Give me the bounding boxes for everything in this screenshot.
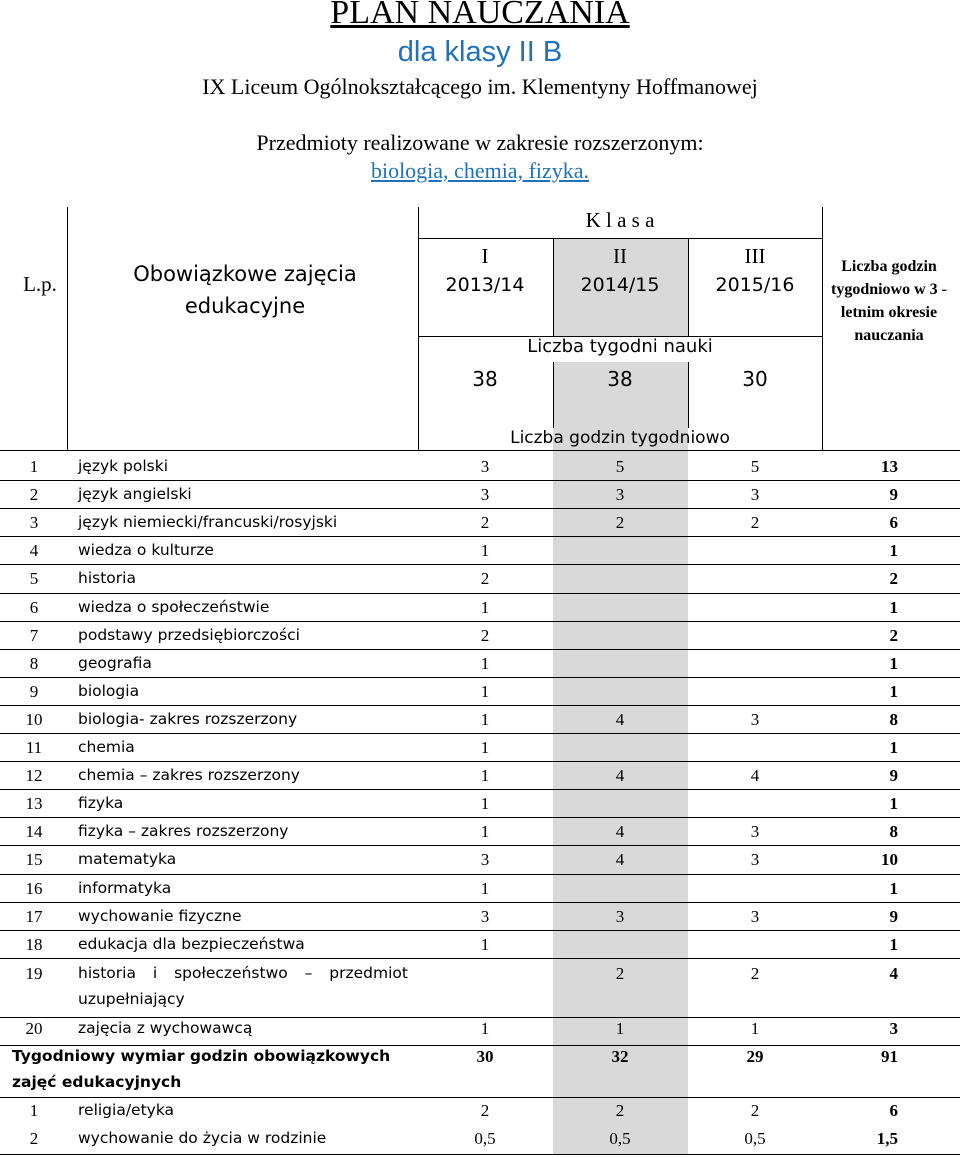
extended-intro: Przedmioty realizowane w zakresie rozszerzonym: xyxy=(256,130,704,155)
row-val-i: 2 xyxy=(480,513,490,532)
row-lp: 7 xyxy=(29,626,39,645)
grid-line xyxy=(822,207,823,450)
row-name: wiedza o społeczeństwie xyxy=(78,598,270,616)
grid-line xyxy=(0,958,960,959)
grid-line xyxy=(553,238,554,336)
row-val-ii: 2 xyxy=(615,964,625,983)
row-val-iii: 5 xyxy=(750,457,760,476)
grid-line xyxy=(0,761,960,762)
row-val-i: 1 xyxy=(480,766,490,785)
grid-line xyxy=(0,536,960,537)
grid-line xyxy=(0,508,960,509)
grid-line xyxy=(418,207,419,450)
extra-row-val-ii: 0,5 xyxy=(609,1129,631,1148)
extra-row-name: religia/etyka xyxy=(78,1101,175,1119)
year-iii-roman: III xyxy=(744,244,766,268)
row-val-i: 2 xyxy=(480,569,490,588)
row-val-i: 1 xyxy=(480,738,490,757)
row-val-i: 1 xyxy=(480,654,490,673)
row-val-i: 2 xyxy=(480,626,490,645)
row-val-i: 1 xyxy=(480,598,490,617)
row-val-i: 3 xyxy=(480,485,490,504)
row-val-ii: 3 xyxy=(615,907,625,926)
grid-line xyxy=(67,207,68,450)
row-total: 2 xyxy=(889,569,898,588)
row-lp: 15 xyxy=(25,850,43,869)
row-lp: 9 xyxy=(29,682,39,701)
extra-row-val-i: 0,5 xyxy=(474,1129,496,1148)
year-iii-label: 2015/16 xyxy=(715,274,795,296)
summary-label-cont: zajęć edukacyjnych xyxy=(12,1073,182,1091)
row-name: chemia – zakres rozszerzony xyxy=(78,766,300,784)
row-lp: 14 xyxy=(25,822,43,841)
grid-line xyxy=(0,593,960,594)
grid-line xyxy=(688,238,689,336)
grid-line xyxy=(0,733,960,734)
year-ii-label: 2014/15 xyxy=(580,274,660,296)
total-col-header: Liczba godzin tygodniowo w 3 - letnim okresie nauczania xyxy=(830,258,947,344)
row-total: 6 xyxy=(889,513,898,532)
grid-line xyxy=(0,1154,960,1155)
grid-line xyxy=(688,362,689,428)
row-val-i: 1 xyxy=(480,710,490,729)
extra-row-val-iii: 2 xyxy=(750,1101,760,1120)
grid-line xyxy=(0,677,960,678)
row-name: historia xyxy=(78,569,136,587)
grid-line xyxy=(0,845,960,846)
summary-i: 30 xyxy=(476,1047,494,1066)
extra-row-val-i: 2 xyxy=(480,1101,490,1120)
row-val-iii: 2 xyxy=(750,513,760,532)
row-name: język angielski xyxy=(78,485,192,503)
weeks-i: 38 xyxy=(472,367,498,391)
weeks-ii: 38 xyxy=(607,367,633,391)
grid-line xyxy=(0,874,960,875)
weeks-iii: 30 xyxy=(742,367,768,391)
row-val-iii: 3 xyxy=(750,710,760,729)
year-i-roman: I xyxy=(481,244,489,268)
subject-col-header: Obowiązkowe zajęcia edukacyjne xyxy=(133,262,357,318)
extra-row-val-ii: 2 xyxy=(615,1101,625,1120)
row-val-ii: 1 xyxy=(615,1019,625,1038)
row-val-ii: 4 xyxy=(615,850,625,869)
school-name: IX Liceum Ogólnokształcącego im. Klementyny Hoffmanowej xyxy=(202,74,758,99)
row-total: 2 xyxy=(889,626,898,645)
row-val-iii: 3 xyxy=(750,485,760,504)
row-lp: 10 xyxy=(25,710,43,729)
row-total: 1 xyxy=(889,682,898,701)
weeks-label: Liczba tygodni nauki xyxy=(527,336,713,357)
grid-line xyxy=(0,1017,960,1018)
row-name: informatyka xyxy=(78,879,172,897)
row-total: 3 xyxy=(889,1019,898,1038)
row-total: 1 xyxy=(889,738,898,757)
summary-label: Tygodniowy wymiar godzin obowiązkowych xyxy=(12,1047,391,1065)
row-val-ii: 3 xyxy=(615,485,625,504)
row-total: 1 xyxy=(889,794,898,813)
row-lp: 11 xyxy=(25,738,43,757)
row-val-i: 3 xyxy=(480,457,490,476)
extra-row-lp: 2 xyxy=(29,1129,39,1148)
row-val-ii: 5 xyxy=(615,457,625,476)
grid-line xyxy=(0,789,960,790)
row-name: podstawy przedsiębiorczości xyxy=(78,626,300,644)
row-val-ii: 4 xyxy=(615,710,625,729)
year-ii-roman: II xyxy=(613,244,627,268)
row-val-iii: 4 xyxy=(750,766,760,785)
extra-row-total: 6 xyxy=(889,1101,898,1120)
row-lp: 13 xyxy=(25,794,43,813)
row-lp: 12 xyxy=(25,766,43,785)
hours-label: Liczba godzin tygodniowo xyxy=(510,428,730,448)
row-lp: 16 xyxy=(25,879,43,898)
grid-line xyxy=(0,705,960,706)
year-i-label: 2013/14 xyxy=(445,274,525,296)
klasa-header: K l a s a xyxy=(585,208,655,232)
row-val-iii: 1 xyxy=(750,1019,760,1038)
summary-ii: 32 xyxy=(611,1047,629,1066)
row-name: wychowanie fizyczne xyxy=(78,907,242,925)
grid-line xyxy=(0,649,960,650)
plan-title: PLAN NAUCZANIA xyxy=(330,0,630,31)
row-val-i: 1 xyxy=(480,541,490,560)
row-val-iii: 3 xyxy=(750,850,760,869)
extended-subjects: biologia, chemia, fizyka. xyxy=(370,158,590,183)
row-total: 10 xyxy=(881,850,898,869)
row-name: geografia xyxy=(78,654,152,672)
lp-header: L.p. xyxy=(23,272,57,296)
row-lp: 20 xyxy=(25,1019,43,1038)
row-val-i: 1 xyxy=(480,822,490,841)
grid-line xyxy=(0,564,960,565)
grid-line xyxy=(0,1097,960,1098)
grid-line xyxy=(0,1045,960,1046)
row-total: 9 xyxy=(889,766,898,785)
row-name: wiedza o kulturze xyxy=(78,541,214,559)
row-total: 8 xyxy=(889,822,898,841)
row-total: 1 xyxy=(889,879,898,898)
extra-row-lp: 1 xyxy=(29,1101,39,1120)
row-name: fizyka xyxy=(78,794,124,812)
grid-line xyxy=(0,480,960,481)
extra-row-total: 1,5 xyxy=(876,1129,898,1148)
row-name: biologia- zakres rozszerzony xyxy=(78,710,298,728)
row-name: zajęcia z wychowawcą xyxy=(78,1019,253,1037)
row-val-iii: 2 xyxy=(750,964,760,983)
row-total: 1 xyxy=(889,541,898,560)
row-val-i: 1 xyxy=(480,1019,490,1038)
row-total: 4 xyxy=(889,964,898,983)
extra-row-val-iii: 0,5 xyxy=(744,1129,766,1148)
row-val-ii: 4 xyxy=(615,822,625,841)
grid-line xyxy=(418,238,822,239)
row-total: 9 xyxy=(889,485,898,504)
row-total: 1 xyxy=(889,935,898,954)
row-name: chemia xyxy=(78,738,135,756)
grid-line xyxy=(553,362,554,428)
row-lp: 18 xyxy=(25,935,43,954)
row-name: fizyka – zakres rozszerzony xyxy=(78,822,289,840)
row-total: 13 xyxy=(881,457,898,476)
row-val-i: 1 xyxy=(480,794,490,813)
grid-line xyxy=(418,336,822,337)
row-name-cont: uzupełniający xyxy=(78,990,185,1008)
row-lp: 8 xyxy=(29,654,39,673)
row-name: edukacja dla bezpieczeństwa xyxy=(78,935,305,953)
row-total: 9 xyxy=(889,907,898,926)
row-lp: 5 xyxy=(29,569,39,588)
row-total: 8 xyxy=(889,710,898,729)
row-lp: 19 xyxy=(25,964,43,983)
grid-line xyxy=(0,817,960,818)
row-val-i: 1 xyxy=(480,935,490,954)
row-val-ii: 4 xyxy=(615,766,625,785)
row-val-i: 3 xyxy=(480,850,490,869)
row-lp: 3 xyxy=(29,513,39,532)
row-val-iii: 3 xyxy=(750,907,760,926)
row-name: matematyka xyxy=(78,850,177,868)
row-val-i: 1 xyxy=(480,682,490,701)
grid-line xyxy=(0,450,960,451)
row-lp: 4 xyxy=(29,541,39,560)
grid-line xyxy=(0,621,960,622)
row-lp: 17 xyxy=(25,907,43,926)
row-val-iii: 3 xyxy=(750,822,760,841)
row-val-i: 3 xyxy=(480,907,490,926)
row-val-ii: 2 xyxy=(615,513,625,532)
summary-total: 91 xyxy=(881,1047,898,1066)
row-total: 1 xyxy=(889,598,898,617)
extra-row-name: wychowanie do życia w rodzinie xyxy=(78,1129,327,1147)
summary-iii: 29 xyxy=(746,1047,764,1066)
row-name: język niemiecki/francuski/rosyjski xyxy=(78,513,338,531)
row-val-i: 1 xyxy=(480,879,490,898)
class-subtitle: dla klasy II B xyxy=(397,36,563,68)
row-lp: 6 xyxy=(29,598,39,617)
row-name: biologia xyxy=(78,682,140,700)
grid-line xyxy=(0,930,960,931)
row-lp: 1 xyxy=(29,457,39,476)
row-name: historia i społeczeństwo – przedmiot xyxy=(78,964,408,982)
row-total: 1 xyxy=(889,654,898,673)
row-name: język polski xyxy=(78,457,169,475)
grid-line xyxy=(0,902,960,903)
row-lp: 2 xyxy=(29,485,39,504)
